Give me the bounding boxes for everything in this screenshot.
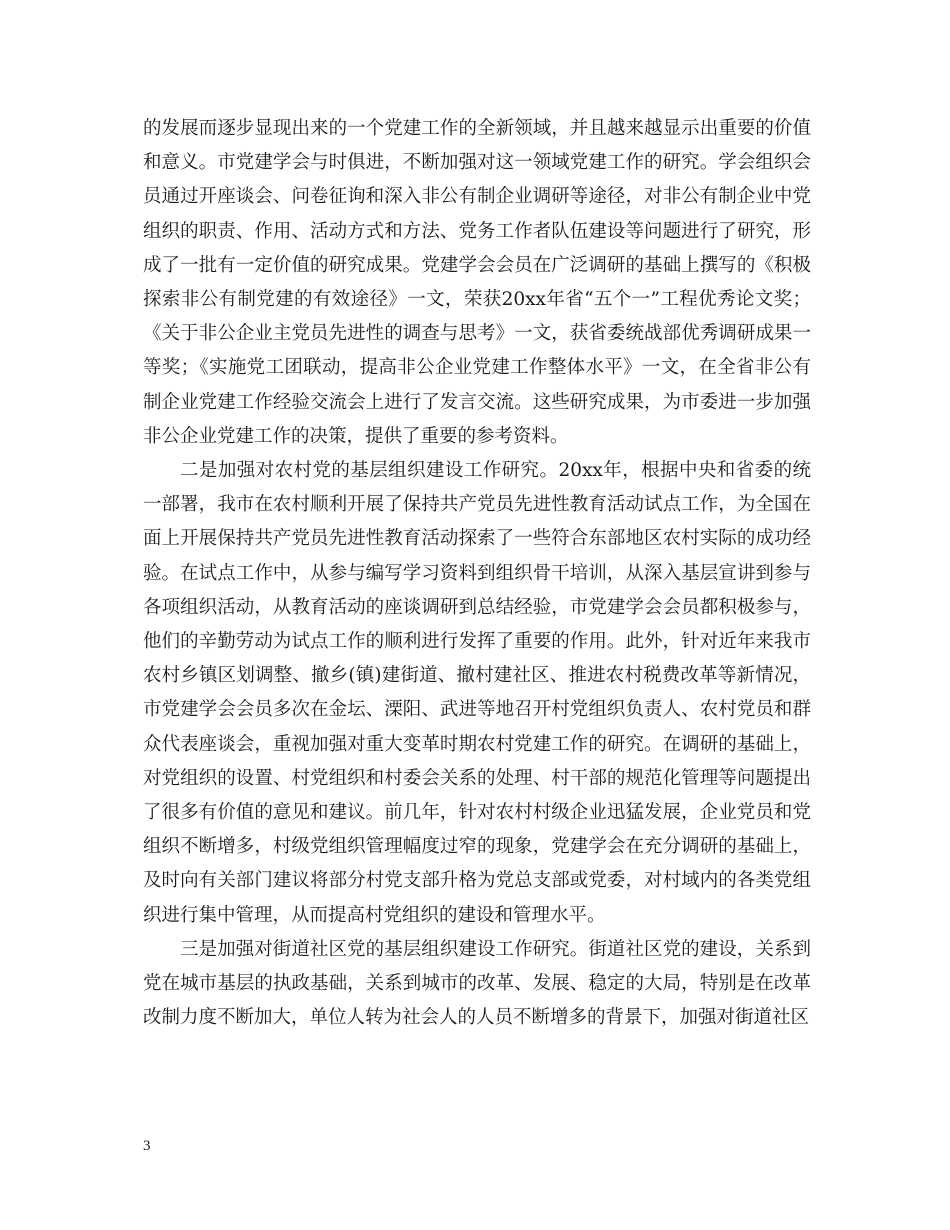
paragraph-2: 二是加强对农村党的基层组织建设工作研究。20xx年，根据中央和省委的统一部署，我市在农村顺利开展了保持共产党员先进性教育活动试点工作，为全国在面上开展保持共产党员先进性教育活动探索了一些符合东部地区农村实际的成功经验。在试点工作中，从参与编写学习资料到组织骨干培训，从深入基层宣讲到参与各项组织活动，从教育活动的座谈调研到总结经验，市党建学会会员都积极参与，他们的辛勤劳动为试点工作的顺利进行发挥了重要的作用。此外，针对近年来我市农村乡镇区划调整、撤乡(镇)建街道、撤村建社区、推进农村税费改革等新情况，市党建学会会员多次在金坛、溧阳、武进等地召开村党组织负责人、农村党员和群众代表座谈会，重视加强对重大变革时期农村党建工作的研究。在调研的基础上，对党组织的设置、村党组织和村委会关系的处理、村干部的规范化管理等问题提出了很多有价值的意见和建议。前几年，针对农村村级企业迅猛发展，企业党员和党组织不断增多，村级党组织管理幅度过窄的现象，党建学会在充分调研的基础上，及时向有关部门建议将部分村党支部升格为党总支部或党委，对村域内的各类党组织进行集中管理，从而提高村党组织的建设和管理水平。	[143, 460, 811, 926]
body-text	[143, 112, 811, 1035]
page-number: 3	[143, 1138, 151, 1154]
paragraph-3: 三是加强对街道社区党的基层组织建设工作研究。街道社区党的建设，关系到党在城市基层的执政基础，关系到城市的改革、发展、稳定的大局，特别是在改革改制力度不断加大，单位人转为社会人的人员不断增多的背景下，加强对街道社区	[143, 938, 811, 1029]
paragraph-1: 的发展而逐步显现出来的一个党建工作的全新领域，并且越来越显示出重要的价值和意义。市党建学会与时俱进，不断加强对这一领域党建工作的研究。学会组织会员通过开座谈会、问卷征询和深入非公有制企业调研等途径，对非公有制企业中党组织的职责、作用、活动方式和方法、党务工作者队伍建设等问题进行了研究，形成了一批有一定价值的研究成果。党建学会会员在广泛调研的基础上撰写的《积极探索非公有制党建的有效途径》一文，荣获20xx年省“五个一”工程优秀论文奖；《关于非公企业主党员先进性的调查与思考》一文，获省委统战部优秀调研成果一等奖；《实施党工团联动，提高非公企业党建工作整体水平》一文，在全省非公有制企业党建工作经验交流会上进行了发言交流。这些研究成果，为市委进一步加强非公企业党建工作的决策，提供了重要的参考资料。	[143, 118, 811, 447]
